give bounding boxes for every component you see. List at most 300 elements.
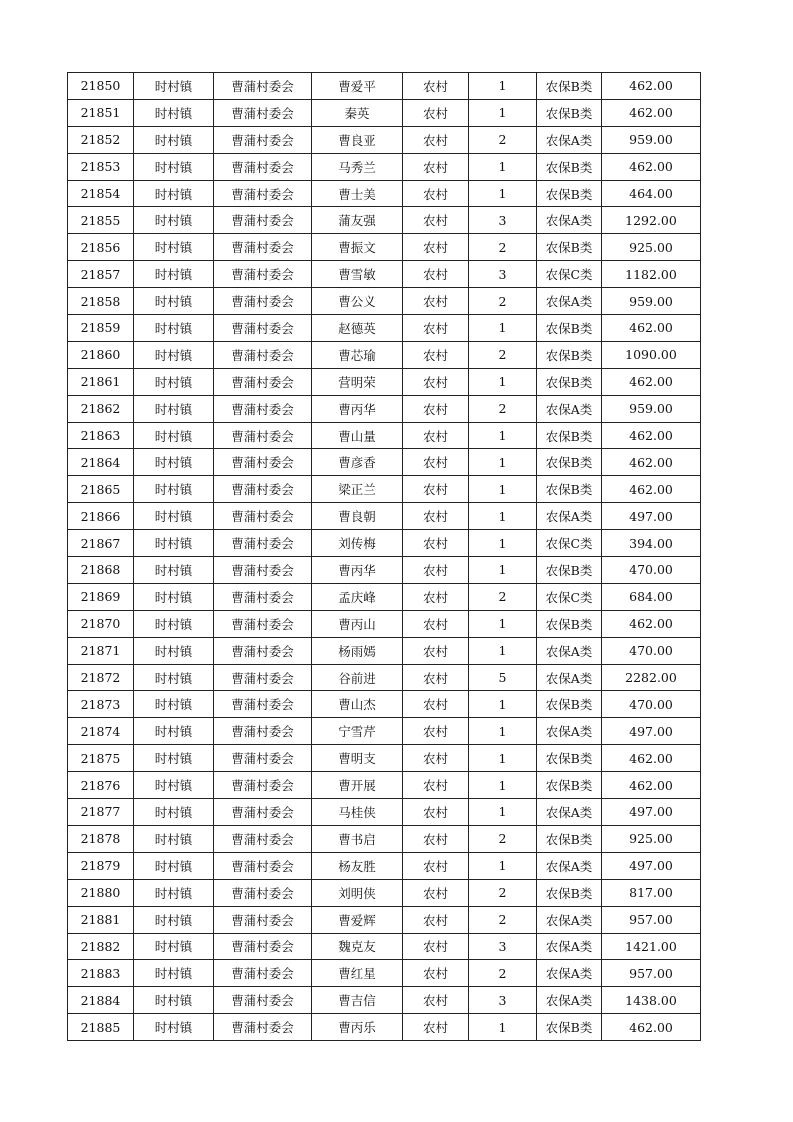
village-cell: 曹蒲村委会 [214,772,312,799]
row-id-cell: 21852 [68,126,134,153]
town-cell: 时村镇 [134,73,214,100]
table-row [68,288,701,315]
category-cell: 农保A类 [537,987,602,1014]
table-row [68,261,701,288]
household-count-cell: 1 [469,315,537,342]
household-count-cell: 2 [469,395,537,422]
row-id-cell: 21868 [68,557,134,584]
table-row [68,799,701,826]
amount-cell: 684.00 [602,583,701,610]
town-cell: 时村镇 [134,825,214,852]
area-type-cell: 农村 [403,261,469,288]
row-id-cell: 21884 [68,987,134,1014]
row-id-cell: 21850 [68,73,134,100]
town-cell: 时村镇 [134,772,214,799]
table-row [68,906,701,933]
name-cell: 曹山量 [312,422,403,449]
village-cell: 曹蒲村委会 [214,99,312,126]
area-type-cell: 农村 [403,99,469,126]
row-id-cell: 21870 [68,610,134,637]
category-cell: 农保A类 [537,637,602,664]
area-type-cell: 农村 [403,315,469,342]
household-count-cell: 1 [469,153,537,180]
table-row [68,852,701,879]
table-row [68,395,701,422]
village-cell: 曹蒲村委会 [214,449,312,476]
category-cell: 农保C类 [537,261,602,288]
category-cell: 农保C类 [537,530,602,557]
area-type-cell: 农村 [403,718,469,745]
household-count-cell: 1 [469,637,537,664]
village-cell: 曹蒲村委会 [214,745,312,772]
area-type-cell: 农村 [403,691,469,718]
amount-cell: 462.00 [602,1014,701,1041]
household-count-cell: 3 [469,987,537,1014]
amount-cell: 817.00 [602,879,701,906]
village-cell: 曹蒲村委会 [214,825,312,852]
area-type-cell: 农村 [403,73,469,100]
name-cell: 曹彦香 [312,449,403,476]
row-id-cell: 21871 [68,637,134,664]
area-type-cell: 农村 [403,503,469,530]
category-cell: 农保A类 [537,395,602,422]
amount-cell: 470.00 [602,637,701,664]
row-id-cell: 21874 [68,718,134,745]
town-cell: 时村镇 [134,341,214,368]
row-id-cell: 21861 [68,368,134,395]
table-row [68,126,701,153]
table-row [68,368,701,395]
row-id-cell: 21851 [68,99,134,126]
household-count-cell: 1 [469,557,537,584]
category-cell: 农保B类 [537,449,602,476]
town-cell: 时村镇 [134,879,214,906]
category-cell: 农保A类 [537,933,602,960]
village-cell: 曹蒲村委会 [214,799,312,826]
area-type-cell: 农村 [403,422,469,449]
table-row [68,449,701,476]
amount-cell: 464.00 [602,180,701,207]
area-type-cell: 农村 [403,745,469,772]
town-cell: 时村镇 [134,503,214,530]
amount-cell: 957.00 [602,906,701,933]
household-count-cell: 2 [469,960,537,987]
household-count-cell: 3 [469,261,537,288]
amount-cell: 925.00 [602,825,701,852]
household-count-cell: 1 [469,99,537,126]
household-count-cell: 1 [469,422,537,449]
town-cell: 时村镇 [134,718,214,745]
row-id-cell: 21857 [68,261,134,288]
town-cell: 时村镇 [134,288,214,315]
amount-cell: 925.00 [602,234,701,261]
category-cell: 农保A类 [537,207,602,234]
table-row [68,825,701,852]
category-cell: 农保A类 [537,960,602,987]
table-row [68,772,701,799]
table-row [68,745,701,772]
area-type-cell: 农村 [403,449,469,476]
village-cell: 曹蒲村委会 [214,180,312,207]
table-row [68,180,701,207]
name-cell: 曹吉信 [312,987,403,1014]
row-id-cell: 21878 [68,825,134,852]
name-cell: 马桂侠 [312,799,403,826]
row-id-cell: 21872 [68,664,134,691]
row-id-cell: 21880 [68,879,134,906]
area-type-cell: 农村 [403,583,469,610]
village-cell: 曹蒲村委会 [214,906,312,933]
household-count-cell: 1 [469,852,537,879]
name-cell: 宁雪芹 [312,718,403,745]
row-id-cell: 21860 [68,341,134,368]
town-cell: 时村镇 [134,557,214,584]
area-type-cell: 农村 [403,637,469,664]
area-type-cell: 农村 [403,288,469,315]
area-type-cell: 农村 [403,153,469,180]
village-cell: 曹蒲村委会 [214,960,312,987]
category-cell: 农保B类 [537,180,602,207]
amount-cell: 959.00 [602,288,701,315]
household-count-cell: 5 [469,664,537,691]
amount-cell: 462.00 [602,449,701,476]
name-cell: 曹雪敏 [312,261,403,288]
town-cell: 时村镇 [134,476,214,503]
table-row [68,879,701,906]
town-cell: 时村镇 [134,745,214,772]
amount-cell: 957.00 [602,960,701,987]
amount-cell: 462.00 [602,476,701,503]
town-cell: 时村镇 [134,664,214,691]
roster-body [68,73,701,1041]
household-count-cell: 1 [469,73,537,100]
town-cell: 时村镇 [134,395,214,422]
name-cell: 曹丙华 [312,557,403,584]
amount-cell: 462.00 [602,73,701,100]
name-cell: 杨友胜 [312,852,403,879]
row-id-cell: 21866 [68,503,134,530]
category-cell: 农保B类 [537,476,602,503]
row-id-cell: 21881 [68,906,134,933]
village-cell: 曹蒲村委会 [214,557,312,584]
town-cell: 时村镇 [134,449,214,476]
name-cell: 曹芯瑜 [312,341,403,368]
row-id-cell: 21885 [68,1014,134,1041]
category-cell: 农保A类 [537,503,602,530]
category-cell: 农保B类 [537,557,602,584]
category-cell: 农保B类 [537,73,602,100]
village-cell: 曹蒲村委会 [214,126,312,153]
household-count-cell: 1 [469,772,537,799]
village-cell: 曹蒲村委会 [214,476,312,503]
name-cell: 秦英 [312,99,403,126]
name-cell: 曹丙山 [312,610,403,637]
household-count-cell: 2 [469,906,537,933]
name-cell: 曹公义 [312,288,403,315]
category-cell: 农保A类 [537,799,602,826]
town-cell: 时村镇 [134,99,214,126]
table-row [68,664,701,691]
household-count-cell: 1 [469,799,537,826]
town-cell: 时村镇 [134,368,214,395]
village-cell: 曹蒲村委会 [214,852,312,879]
area-type-cell: 农村 [403,234,469,261]
town-cell: 时村镇 [134,207,214,234]
amount-cell: 462.00 [602,772,701,799]
household-count-cell: 1 [469,180,537,207]
row-id-cell: 21876 [68,772,134,799]
household-count-cell: 2 [469,825,537,852]
area-type-cell: 农村 [403,341,469,368]
row-id-cell: 21856 [68,234,134,261]
name-cell: 曹开展 [312,772,403,799]
category-cell: 农保B类 [537,879,602,906]
table-row [68,153,701,180]
category-cell: 农保B类 [537,772,602,799]
amount-cell: 959.00 [602,126,701,153]
row-id-cell: 21879 [68,852,134,879]
amount-cell: 959.00 [602,395,701,422]
area-type-cell: 农村 [403,933,469,960]
category-cell: 农保B类 [537,341,602,368]
amount-cell: 1182.00 [602,261,701,288]
name-cell: 梁正兰 [312,476,403,503]
category-cell: 农保A类 [537,852,602,879]
household-count-cell: 2 [469,126,537,153]
household-count-cell: 1 [469,503,537,530]
name-cell: 马秀兰 [312,153,403,180]
amount-cell: 497.00 [602,718,701,745]
category-cell: 农保B类 [537,610,602,637]
category-cell: 农保B类 [537,234,602,261]
area-type-cell: 农村 [403,180,469,207]
household-count-cell: 1 [469,718,537,745]
amount-cell: 2282.00 [602,664,701,691]
village-cell: 曹蒲村委会 [214,288,312,315]
name-cell: 曹爱平 [312,73,403,100]
roster-table [67,72,701,1041]
category-cell: 农保A类 [537,906,602,933]
row-id-cell: 21858 [68,288,134,315]
name-cell: 谷前进 [312,664,403,691]
category-cell: 农保B类 [537,99,602,126]
row-id-cell: 21862 [68,395,134,422]
category-cell: 农保B类 [537,368,602,395]
household-count-cell: 2 [469,879,537,906]
area-type-cell: 农村 [403,960,469,987]
row-id-cell: 21873 [68,691,134,718]
table-row [68,987,701,1014]
amount-cell: 1292.00 [602,207,701,234]
town-cell: 时村镇 [134,583,214,610]
amount-cell: 394.00 [602,530,701,557]
amount-cell: 462.00 [602,99,701,126]
area-type-cell: 农村 [403,368,469,395]
town-cell: 时村镇 [134,906,214,933]
town-cell: 时村镇 [134,422,214,449]
town-cell: 时村镇 [134,987,214,1014]
area-type-cell: 农村 [403,825,469,852]
row-id-cell: 21863 [68,422,134,449]
area-type-cell: 农村 [403,1014,469,1041]
category-cell: 农保A类 [537,664,602,691]
category-cell: 农保C类 [537,583,602,610]
name-cell: 曹振文 [312,234,403,261]
name-cell: 曹良亚 [312,126,403,153]
table-row [68,933,701,960]
row-id-cell: 21864 [68,449,134,476]
household-count-cell: 1 [469,530,537,557]
town-cell: 时村镇 [134,799,214,826]
amount-cell: 1421.00 [602,933,701,960]
area-type-cell: 农村 [403,879,469,906]
village-cell: 曹蒲村委会 [214,234,312,261]
table-row [68,207,701,234]
amount-cell: 462.00 [602,422,701,449]
row-id-cell: 21865 [68,476,134,503]
table-row [68,530,701,557]
area-type-cell: 农村 [403,126,469,153]
table-row [68,73,701,100]
village-cell: 曹蒲村委会 [214,395,312,422]
household-count-cell: 2 [469,341,537,368]
area-type-cell: 农村 [403,987,469,1014]
name-cell: 曹红星 [312,960,403,987]
name-cell: 曹书启 [312,825,403,852]
area-type-cell: 农村 [403,906,469,933]
village-cell: 曹蒲村委会 [214,637,312,664]
amount-cell: 497.00 [602,852,701,879]
town-cell: 时村镇 [134,691,214,718]
household-count-cell: 2 [469,234,537,261]
category-cell: 农保B类 [537,745,602,772]
village-cell: 曹蒲村委会 [214,261,312,288]
area-type-cell: 农村 [403,852,469,879]
category-cell: 农保B类 [537,1014,602,1041]
name-cell: 营明荣 [312,368,403,395]
table-row [68,637,701,664]
category-cell: 农保A类 [537,718,602,745]
area-type-cell: 农村 [403,476,469,503]
name-cell: 曹丙华 [312,395,403,422]
category-cell: 农保A类 [537,288,602,315]
table-row [68,422,701,449]
area-type-cell: 农村 [403,557,469,584]
household-count-cell: 1 [469,476,537,503]
town-cell: 时村镇 [134,153,214,180]
town-cell: 时村镇 [134,261,214,288]
row-id-cell: 21877 [68,799,134,826]
amount-cell: 497.00 [602,799,701,826]
table-row [68,99,701,126]
table-row [68,234,701,261]
household-count-cell: 1 [469,1014,537,1041]
amount-cell: 462.00 [602,745,701,772]
name-cell: 赵德英 [312,315,403,342]
row-id-cell: 21883 [68,960,134,987]
table-row [68,691,701,718]
household-count-cell: 1 [469,610,537,637]
area-type-cell: 农村 [403,799,469,826]
row-id-cell: 21875 [68,745,134,772]
row-id-cell: 21853 [68,153,134,180]
table-row [68,1014,701,1041]
amount-cell: 1438.00 [602,987,701,1014]
village-cell: 曹蒲村委会 [214,610,312,637]
village-cell: 曹蒲村委会 [214,73,312,100]
amount-cell: 462.00 [602,610,701,637]
name-cell: 魏克友 [312,933,403,960]
area-type-cell: 农村 [403,395,469,422]
town-cell: 时村镇 [134,1014,214,1041]
village-cell: 曹蒲村委会 [214,664,312,691]
name-cell: 孟庆峰 [312,583,403,610]
village-cell: 曹蒲村委会 [214,1014,312,1041]
name-cell: 杨雨嫣 [312,637,403,664]
name-cell: 曹山杰 [312,691,403,718]
area-type-cell: 农村 [403,610,469,637]
village-cell: 曹蒲村委会 [214,691,312,718]
table-row [68,610,701,637]
category-cell: 农保B类 [537,825,602,852]
category-cell: 农保B类 [537,422,602,449]
row-id-cell: 21854 [68,180,134,207]
category-cell: 农保A类 [537,126,602,153]
town-cell: 时村镇 [134,637,214,664]
table-row [68,718,701,745]
table-row [68,476,701,503]
name-cell: 曹爱辉 [312,906,403,933]
town-cell: 时村镇 [134,315,214,342]
village-cell: 曹蒲村委会 [214,583,312,610]
village-cell: 曹蒲村委会 [214,718,312,745]
amount-cell: 470.00 [602,557,701,584]
table-row [68,503,701,530]
table-row [68,341,701,368]
name-cell: 曹丙乐 [312,1014,403,1041]
household-count-cell: 1 [469,449,537,476]
amount-cell: 1090.00 [602,341,701,368]
row-id-cell: 21869 [68,583,134,610]
area-type-cell: 农村 [403,530,469,557]
amount-cell: 497.00 [602,503,701,530]
town-cell: 时村镇 [134,933,214,960]
village-cell: 曹蒲村委会 [214,503,312,530]
household-count-cell: 2 [469,288,537,315]
town-cell: 时村镇 [134,126,214,153]
household-count-cell: 3 [469,207,537,234]
village-cell: 曹蒲村委会 [214,341,312,368]
table-row [68,315,701,342]
village-cell: 曹蒲村委会 [214,879,312,906]
village-cell: 曹蒲村委会 [214,315,312,342]
town-cell: 时村镇 [134,852,214,879]
row-id-cell: 21855 [68,207,134,234]
row-id-cell: 21882 [68,933,134,960]
table-row [68,960,701,987]
village-cell: 曹蒲村委会 [214,422,312,449]
category-cell: 农保B类 [537,153,602,180]
village-cell: 曹蒲村委会 [214,933,312,960]
village-cell: 曹蒲村委会 [214,530,312,557]
name-cell: 曹明支 [312,745,403,772]
amount-cell: 462.00 [602,315,701,342]
name-cell: 曹士美 [312,180,403,207]
area-type-cell: 农村 [403,664,469,691]
household-count-cell: 3 [469,933,537,960]
town-cell: 时村镇 [134,610,214,637]
row-id-cell: 21867 [68,530,134,557]
